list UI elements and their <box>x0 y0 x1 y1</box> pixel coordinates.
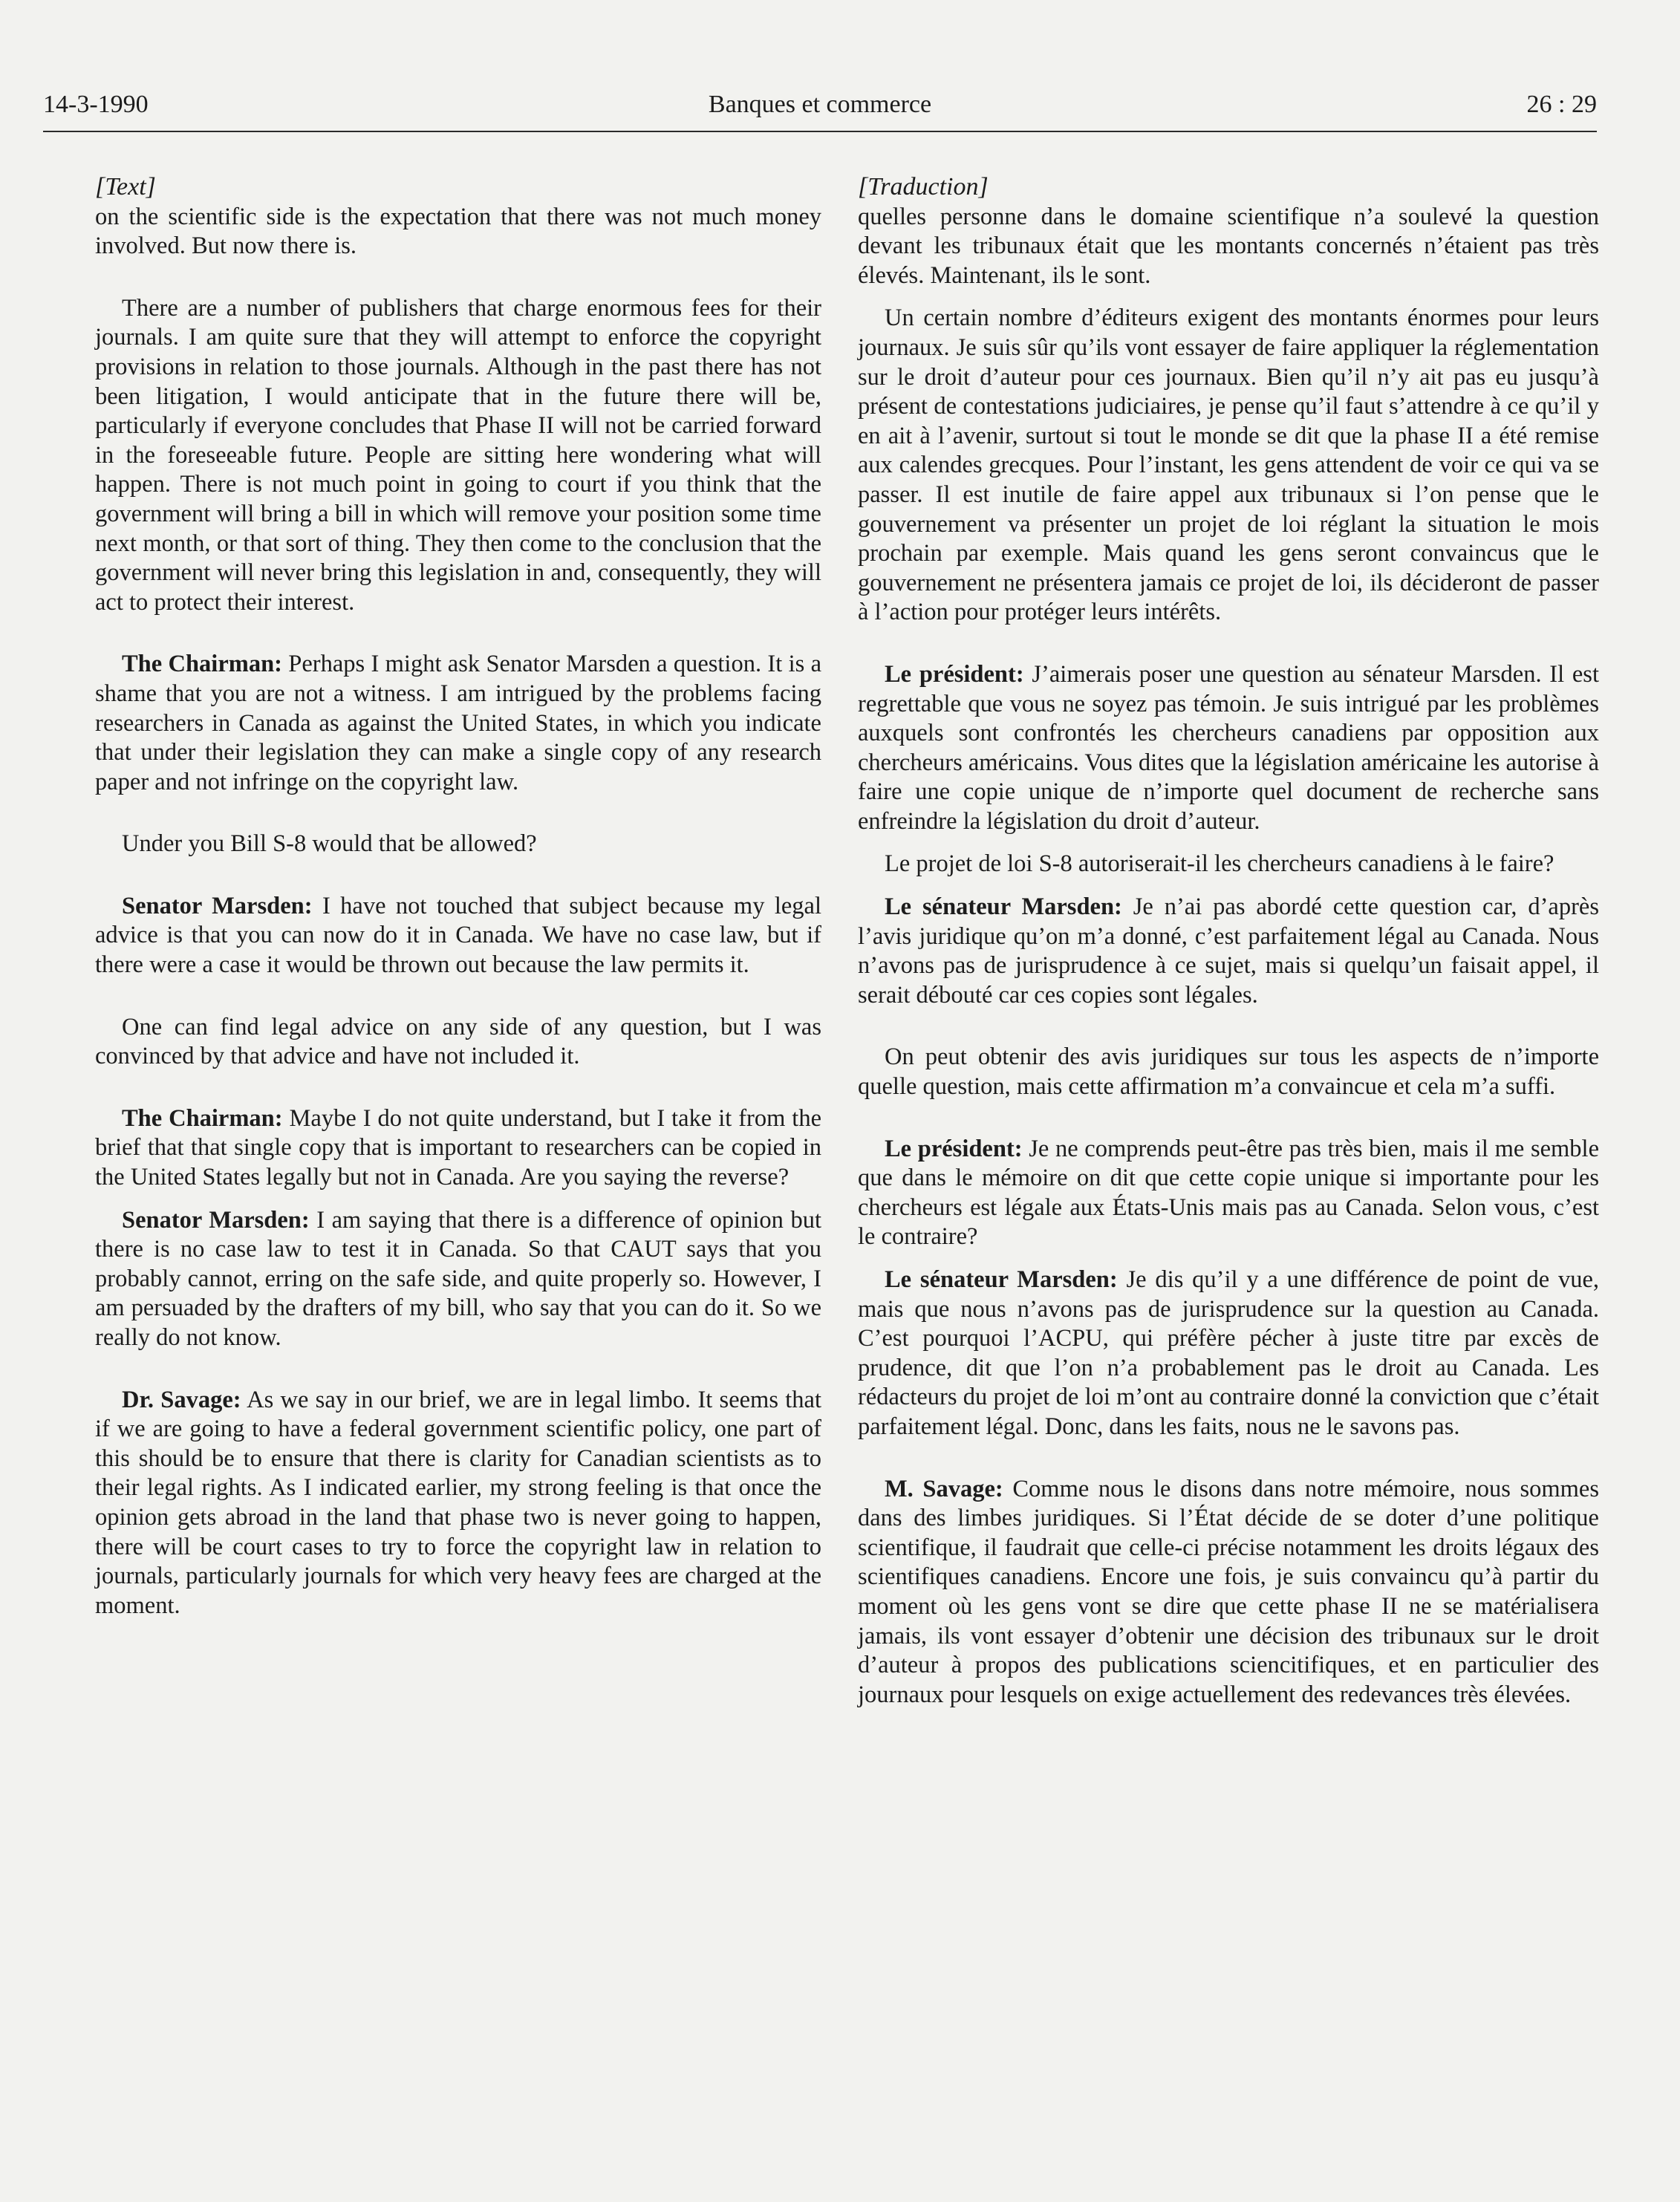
en-paragraph-3: The Chairman: Perhaps I might ask Senator Marsden a question. It is a shame that you are not a witness. I am intrigued by the problems facing researchers in Canada as against the United States, in which you indicate that under their legislation they can make a single copy of any research paper and not infringe on the copyright law. <box>95 651 821 795</box>
en-paragraph-5: Senator Marsden: I have not touched that subject because my legal advice is that you can now do it in Canada. We have no case law, but if there were a case it would be thrown out because the law permits it. <box>95 892 821 979</box>
en-paragraph-1: on the scientific side is the expectation that there was not much money involved. But now there is. <box>95 203 821 260</box>
en-paragraph-2: There are a number of publishers that charge enormous fees for their journals. I am quite sure that they will attempt to enforce the copyright provisions in relation to those journals. Although in the past there has not been litigation, I would anticipate that in the future there will be, particularly if everyone concludes that Phase II will not be carried forward in the foreseeable future. People are sitting here wondering what will happen. There is not much point in going to court if you think that the government will bring a bill in which will remove your position some time next month, or that sort of thing. They then come to the conclusion that the government will never bring this legislation in and, consequently, they will act to protect their interest. <box>95 294 821 616</box>
english-column-tag: [Text] <box>95 173 156 201</box>
fr-paragraph-8: Le sénateur Marsden: Je dis qu’il y a une différence de point de vue, mais que nous n’avons pas de jurisprudence sur la question au Canada. C’est pourquoi l’ACPU, qui préfère pécher à juste titre par excès de prudence, dit que l’on n’a probablement pas le droit au Canada. Les rédacteurs du projet de loi m’ont au contraire donné la conviction que c’était parfaitement légal. Donc, dans les faits, nous ne le savons pas. <box>858 1266 1600 1440</box>
fr-paragraph-5: Le sénateur Marsden: Je n’ai pas abordé cette question car, d’après l’avis juridique qu’on m’a donné, c’est parfaitement légal au Canada. Nous n’avons pas de jurisprudence à ce sujet, mais si quelqu’un faisait appel, il serait débouté car ces copies sont légales. <box>858 893 1600 1009</box>
header-title: Banques et commerce <box>708 91 932 118</box>
en-paragraph-8: Senator Marsden: I am saying that there is a difference of opinion but there is no case law to test it in Canada. So that CAUT says that you probably cannot, erring on the safe side, and quite properly so. However, I am persuaded by the drafters of my bill, who say that you can do it. So we really do not know. <box>95 1206 821 1351</box>
en-paragraph-9: Dr. Savage: As we say in our brief, we are in legal limbo. It seems that if we are going to have a federal government scientific policy, one part of this should be to ensure that there is clarity for Canadian scientists as to their legal rights. As I indicated earlier, my strong feeling is that once the opinion gets abroad in the land that phase two is never going to happen, there will be court cases to try to force the copyright law in relation to journals, particularly journals for which very heavy fees are charged at the moment. <box>95 1386 821 1619</box>
en-paragraph-6: One can find legal advice on any side of any question, but I was convinced by that advice and have not included it. <box>95 1013 821 1070</box>
fr-paragraph-1: quelles personne dans le domaine scientifique n’a soulevé la question devant les tribunaux était que les montants concernés n’étaient pas très élevés. Maintenant, ils le sont. <box>858 203 1599 289</box>
header-page-number: 26 : 29 <box>1526 91 1597 118</box>
english-tag-label: Text <box>105 173 146 201</box>
en-paragraph-4: Under you Bill S-8 would that be allowed? <box>122 830 537 858</box>
fr-paragraph-2: Un certain nombre d’éditeurs exigent des montants énormes pour leurs journaux. Je suis sûr qu’ils vont essayer de faire appliquer la réglementation sur le droit d’auteur pour ces journaux. Bien qu’il n’y ait pas eu jusqu’à présent de contestations judiciaires, je pense qu’il faut s’attendre à ce qu’il y en ait à l’avenir, surtout si tout le monde se dit que la phase II a été remise aux calendes grecques. Pour l’instant, les gens attendent de voir ce qui va se passer. Il est inutile de faire appel aux tribunaux si l’on pense que le gouvernement va présenter un projet de loi réglant la situation le mois prochain par exemple. Mais quand les gens seront convaincus que le gouvernement ne présentera jamais ce projet de loi, ils décideront de passer à l’action pour protéger leurs intérêts. <box>858 304 1599 626</box>
page-header <box>43 88 1597 132</box>
header-date: 14-3-1990 <box>43 91 149 118</box>
fr-paragraph-3: Le président: J’aimerais poser une question au sénateur Marsden. Il est regrettable que vous ne soyez pas témoin. Je suis intrigué par les problèmes auxquels sont confrontés les chercheurs canadiens par opposition aux chercheurs américains. Vous dites que la législation américaine les autorise à faire une copie unique de n’importe quel document de recherche sans enfreindre la législation du droit d’auteur. <box>858 660 1599 835</box>
fr-paragraph-4: Le projet de loi S-8 autoriserait-il les chercheurs canadiens à le faire? <box>885 850 1554 878</box>
en-paragraph-7: The Chairman: Maybe I do not quite understand, but I take it from the brief that that single copy that is important to researchers can be copied in the United States legally but not in Canada. Are you saying the reverse? <box>95 1104 822 1191</box>
fr-paragraph-9: M. Savage: Comme nous le disons dans notre mémoire, nous sommes dans des limbes juridiques. Si l’État décide de se doter d’une politique scientifique, il faudrait que celle-ci précise notamment les droits légaux des scientifiques canadiens. Encore une fois, je suis convaincu qu’à partir du moment où les gens vont se dire que cette phase II ne se matérialisera jamais, ils vont essayer d’obtenir une décision des tribunaux sur le droit d’auteur à propos des publications sciencitifiques, et en particulier des journaux pour lesquels on exige actuellement des redevances très élevées. <box>858 1475 1599 1708</box>
french-tag-label: Traduction <box>867 173 979 201</box>
french-column <box>858 172 1599 1710</box>
french-column-tag: [Traduction] <box>858 173 989 201</box>
fr-paragraph-6: On peut obtenir des avis juridiques sur tous les aspects de n’importe quelle question, mais cette affirmation m’a convaincue et cela m’a suffi. <box>858 1043 1599 1101</box>
fr-paragraph-7: Le président: Je ne comprends peut-être pas très bien, mais il me semble que dans le mémoire on dit que cette copie unique si importante pour les chercheurs est légale aux États-Unis mais pas au Canada. Selon vous, c’est le contraire? <box>858 1135 1600 1251</box>
english-column <box>95 172 821 1620</box>
